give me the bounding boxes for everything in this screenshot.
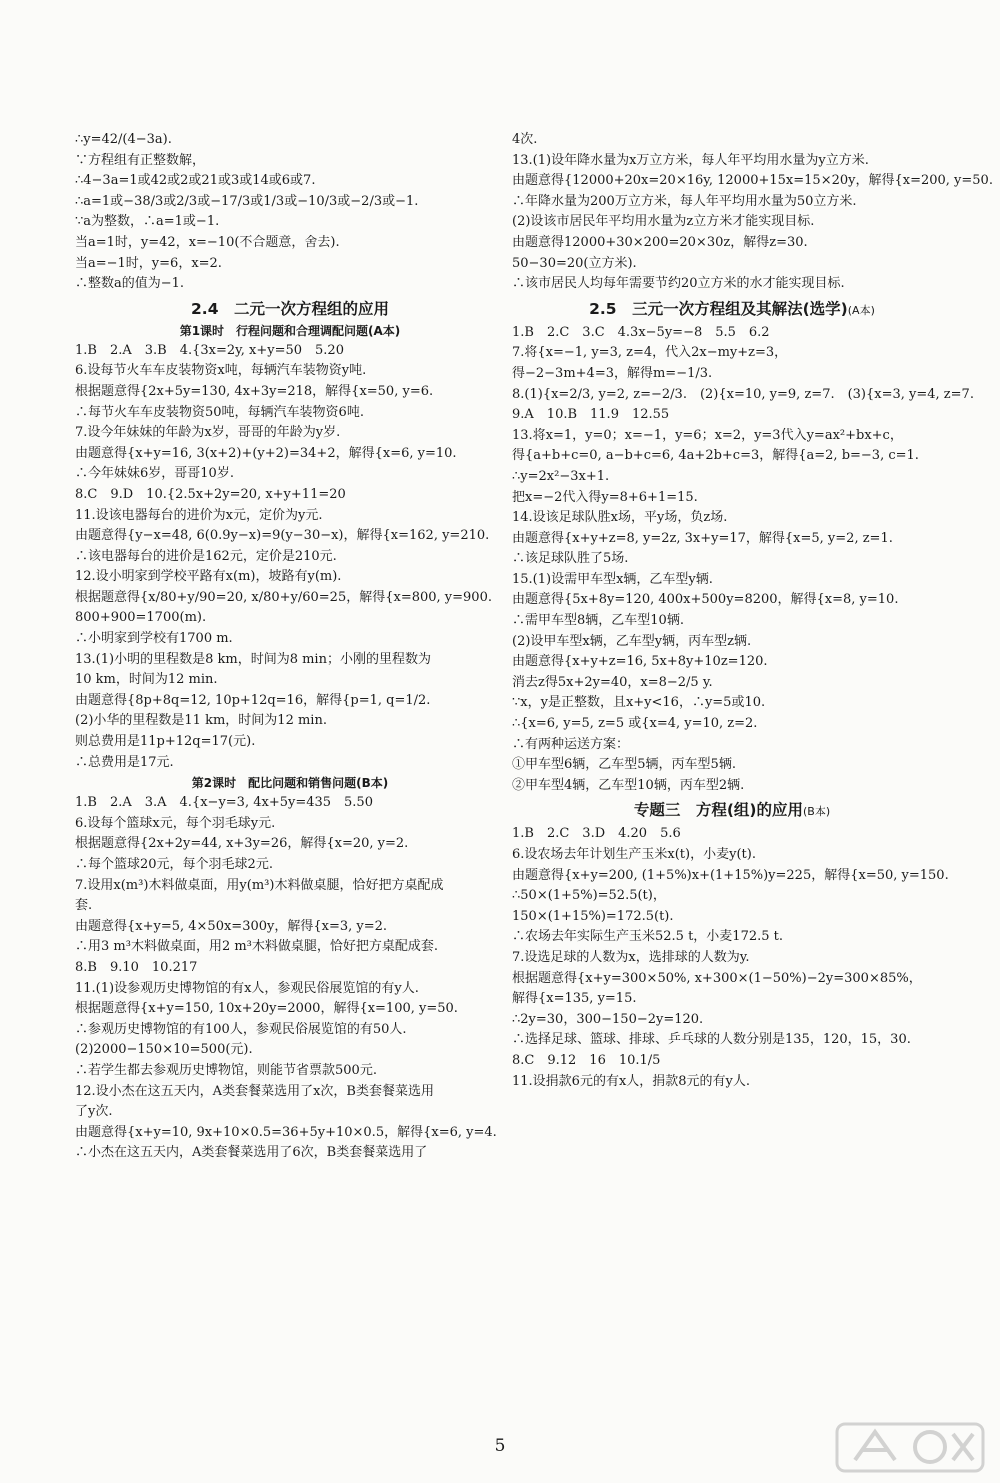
answer-line: ∴该电器每台的进价是162元，定价是210元. (75, 548, 337, 564)
answer-line: 根据题意得{2x+5y=130, 4x+3y=218，解得{x=50, y=6. (75, 383, 434, 399)
answer-line: (2)2000−150×10=500(元). (75, 1042, 253, 1058)
watermark-logo (835, 1420, 985, 1475)
answer-line: ∴2y=30，300−150−2y=120. (512, 1011, 704, 1027)
answer-line: 由题意得{x+y=200, (1+5%)x+(1+15%)y=225，解得{x=50, y=150. (512, 867, 949, 883)
answer-line: 6.设农场去年计划生产玉米x(t)，小麦y(t). (512, 847, 756, 862)
answer-line: 13.(1)小明的里程数是8 km，时间为8 min；小刚的里程数为 (75, 651, 431, 667)
answer-line: 7.设今年妹妹的年龄为x岁，哥哥的年龄为y岁. (75, 425, 341, 441)
answer-line: ②甲车型4辆，乙车型10辆，丙车型2辆. (512, 777, 745, 793)
answer-line: 7.将{x=−1, y=3, z=4，代入2x−my+z=3， (512, 345, 788, 361)
answer-line: 6.设每个篮球x元，每个羽毛球y元. (75, 815, 276, 831)
answer-line: ∴选择足球、篮球、排球、乒乓球的人数分别是135，120，15，30. (512, 1032, 911, 1048)
answer-line: 得−2−3m+4=3，解得m=−1/3. (512, 365, 713, 381)
answer-line: 由题意得{5x+8y=120, 400x+500y=8200，解得{x=8, y=10. (512, 592, 899, 608)
answer-line: ∴有两种运送方案： (512, 736, 630, 752)
answer-line: 1.B 2.C 3.C 4.3x−5y=−8 5.5 6.2 (512, 324, 770, 340)
answer-line: ∴该市居民人均每年需要节约20立方米的水才能实现目标. (512, 276, 845, 292)
answer-line: 7.设用x(m³)木料做桌面，用y(m³)木料做桌腿，恰好把方桌配成 (75, 877, 444, 893)
answer-line: 8.C 9.12 16 10.1/5 (512, 1052, 661, 1068)
answer-line: 由题意得{x+y+z=16, 5x+8y+10z=120. (512, 654, 768, 670)
answer-line: 6.设每节火车车皮装物资x吨，每辆汽车装物资y吨. (75, 363, 367, 379)
answer-line: 由题意得{8p+8q=12, 10p+12q=16，解得{p=1, q=1/2. (75, 692, 431, 708)
answer-line: 由题意得{x+y=10, 9x+10×0.5=36+5y+10×0.5，解得{x=6, y=4. (75, 1124, 497, 1140)
answer-line: ∴用3 m³木料做桌面，用2 m³木料做桌腿，恰好把方桌配成套. (75, 939, 439, 955)
answer-line: 1.B 2.A 3.A 4.{x−y=3, 4x+5y=435 5.50 (75, 795, 373, 811)
answer-line: 7.设选足球的人数为x，选排球的人数为y. (512, 949, 750, 965)
answer-line: ∴小杰在这五天内，A类套餐菜选用了6次，B类套餐菜选用了 (75, 1145, 428, 1161)
subsection-heading: 第2课时 配比问题和销售问题(B本) (191, 776, 389, 791)
answer-line: ∵a为整数，∴a=1或−1. (75, 214, 220, 230)
answer-line: 消去z得5x+2y=40，x=8−2/5 y. (512, 674, 713, 690)
answer-line: 4次. (512, 132, 538, 147)
answer-line: (2)小华的里程数是11 km，时间为12 min. (75, 713, 327, 729)
right-column (512, 130, 993, 1092)
answer-line: 根据题意得{x+y=150, 10x+20y=2000，解得{x=100, y=50. (75, 1001, 458, 1017)
answer-line: (2)设甲车型x辆，乙车型y辆，丙车型z辆. (512, 633, 752, 649)
answer-line: ∵方程组有正整数解， (75, 152, 206, 168)
answer-line: 由题意得{12000+20x=20×16y, 12000+15x=15×20y，解得{x=200, y=50. (512, 173, 993, 189)
section-note: (A本) (847, 303, 875, 317)
answer-line: ∴整数a的值为−1. (75, 276, 185, 292)
answer-line: ∴年降水量为200万立方米，每人年平均用水量为50立方米. (512, 193, 857, 209)
answer-line: 1.B 2.C 3.D 4.20 5.6 (512, 826, 681, 842)
answer-line: ∴需甲车型8辆，乙车型10辆. (512, 613, 684, 629)
answer-line: ∴y=2x²−3x+1. (512, 468, 610, 484)
answer-line: 套. (75, 898, 93, 914)
answer-line: 8.(1){x=2/3, y=2, z=−2/3. (2){x=10, y=9, z=7. (3){x=3, y=4, z=7. (512, 386, 974, 402)
answer-line: ∴该足球队胜了5场. (512, 551, 629, 567)
answer-line: 1.B 2.A 3.B 4.{3x=2y, x+y=50 5.20 (75, 342, 344, 358)
answer-line: 得{a+b+c=0, a−b+c=6, 4a+2b+c=3，解得{a=2, b=−3, c=1. (512, 448, 919, 464)
answer-line: ∴参观历史博物馆的有100人，参观民俗展览馆的有50人. (75, 1021, 407, 1037)
answer-line: (2)设该市居民年平均用水量为z立方米才能实现目标. (512, 214, 815, 230)
answer-line: 14.设该足球队胜x场，平y场，负z场. (512, 510, 728, 526)
answer-line: ∴每个篮球20元，每个羽毛球2元. (75, 857, 273, 872)
answer-line: 10 km，时间为12 min. (75, 672, 218, 688)
answer-line: 解得{x=135, y=15. (512, 991, 637, 1007)
section-title: 2.4 二元一次方程组的应用 (191, 299, 389, 318)
answer-line: ∴小明家到学校有1700 m. (75, 631, 233, 647)
answer-line: 12.设小明家到学校平路有x(m)，坡路有y(m). (75, 569, 342, 585)
answer-line: ∴今年妹妹6岁，哥哥10岁. (75, 466, 234, 482)
page-number: 5 (494, 1436, 506, 1456)
answer-line: ∴50×(1+5%)=52.5(t)， (512, 888, 666, 904)
answer-line: 9.A 10.B 11.9 12.55 (512, 407, 670, 423)
answer-line: ∴a=1或−38/3或2/3或−17/3或1/3或−10/3或−2/3或−1. (75, 193, 419, 209)
answer-line: 由题意得{x+y+z=8, y=2z, 3x+y=17，解得{x=5, y=2, z=1. (512, 530, 893, 546)
answer-line: ∵x，y是正整数，且x+y<16，∴y=5或10. (512, 695, 766, 711)
answer-line: 50−30=20(立方米). (512, 255, 637, 271)
answer-line: 了y次. (75, 1104, 113, 1120)
answer-line: 则总费用是11p+12q=17(元). (75, 734, 256, 750)
left-column (75, 130, 505, 1164)
answer-line: ∴总费用是17元. (75, 754, 174, 770)
answer-line: 11.(1)设参观历史博物馆的有x人，参观民俗展览馆的有y人. (75, 980, 419, 996)
section-heading (512, 798, 952, 824)
subsection-heading: 第1课时 行程问题和合理调配问题(A本) (179, 323, 401, 338)
answer-line: 把x=−2代入得y=8+6+1=15. (512, 489, 698, 505)
answer-line: ∴y=42/(4−3a). (75, 132, 172, 147)
answer-line: 根据题意得{x+y=300×50%, x+300×(1−50%)−2y=300×85%， (512, 970, 922, 986)
answer-line: ∴4−3a=1或42或2或21或3或14或6或7. (75, 173, 316, 189)
answer-line: 150×(1+15%)=172.5(t). (512, 908, 674, 924)
answer-line: 根据题意得{x/80+y/90=20, x/80+y/60=25，解得{x=800, y=900. (75, 589, 492, 605)
answer-line: 11.设捐款6元的有x人，捐款8元的有y人. (512, 1073, 751, 1089)
answer-line: ∴每节火车车皮装物资50吨，每辆汽车装物资6吨. (75, 404, 364, 420)
answer-line: 根据题意得{2x+2y=44, x+3y=26，解得{x=20, y=2. (75, 836, 409, 852)
answer-line: 当a=1时，y=42，x=−10(不合题意，舍去). (75, 234, 340, 250)
answer-line: 由题意得{y−x=48, 6(0.9y−x)=9(y−30−x)，解得{x=162, y=210. (75, 528, 490, 544)
answer-line: 当a=−1时，y=6，x=2. (75, 255, 222, 271)
answer-line: ①甲车型6辆，乙车型5辆，丙车型5辆. (512, 757, 736, 773)
answer-line: 15.(1)设需甲车型x辆，乙车型y辆. (512, 571, 713, 587)
section-heading (75, 297, 505, 321)
answer-line: 12.设小杰在这五天内，A类套餐菜选用了x次，B类套餐菜选用 (75, 1083, 434, 1099)
section-title: 专题三 方程(组)的应用 (633, 801, 804, 820)
section-heading (512, 297, 952, 323)
answer-line: 13.(1)设年降水量为x万立方米，每人年平均用水量为y立方米. (512, 152, 869, 168)
answer-line: 由题意得{x+y=16, 3(x+2)+(y+2)=34+2，解得{x=6, y=10. (75, 445, 457, 461)
answer-line: ∴农场去年实际生产玉米52.5 t，小麦172.5 t. (512, 929, 784, 945)
answer-line: 13.将x=1，y=0；x=−1，y=6；x=2，y=3代入y=ax²+bx+c， (512, 427, 903, 443)
answer-line: 11.设该电器每台的进价为x元，定价为y元. (75, 507, 323, 523)
answer-line: 由题意得{x+y=5, 4×50x=300y，解得{x=3, y=2. (75, 918, 388, 934)
answer-line: 由题意得12000+30×200=20×30z，解得z=30. (512, 234, 808, 250)
section-note: (B本) (803, 805, 831, 819)
answer-line: 8.B 9.10 10.217 (75, 959, 198, 975)
section-title: 2.5 三元一次方程组及其解法(选学) (589, 299, 848, 318)
answer-line: 8.C 9.D 10.{2.5x+2y=20, x+y+11=20 (75, 486, 346, 502)
answer-line: ∴若学生都去参观历史博物馆，则能节省票款500元. (75, 1062, 377, 1078)
answer-line: 800+900=1700(m). (75, 610, 207, 626)
answer-line: ∴{x=6, y=5, z=5 或{x=4, y=10, z=2. (512, 716, 758, 732)
